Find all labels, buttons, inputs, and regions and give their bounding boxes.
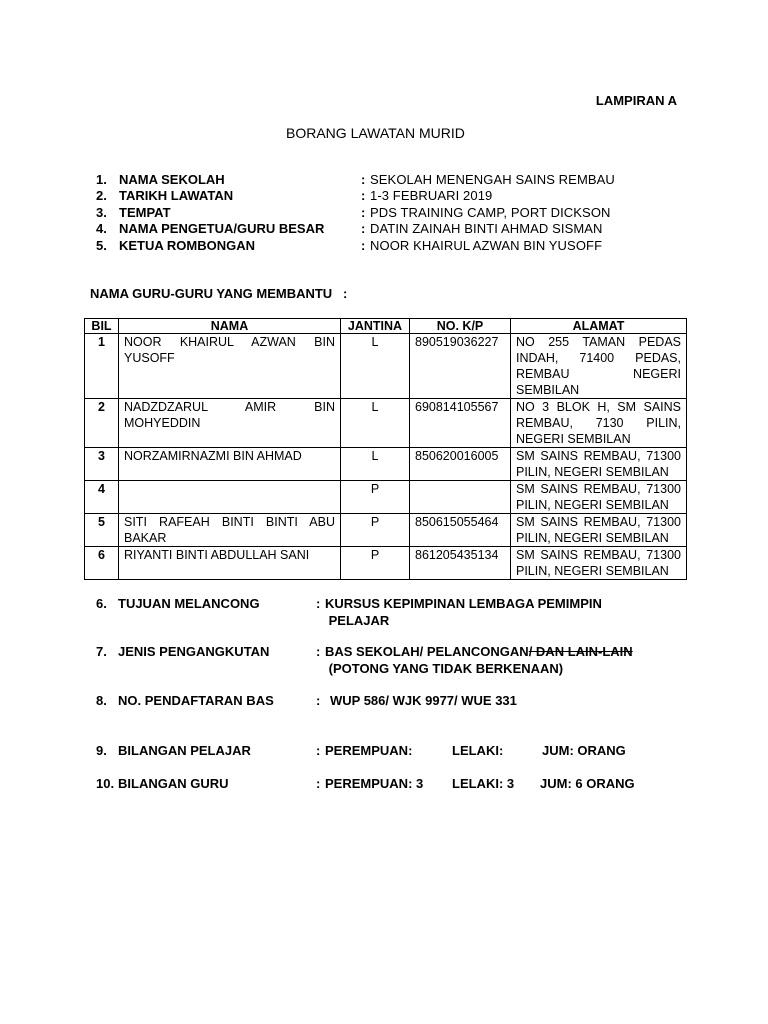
section-number: 6. — [96, 596, 107, 611]
info-label: TARIKH LAWATAN — [119, 188, 234, 203]
section-label: BILANGAN GURU — [118, 776, 229, 791]
cell-jantina: P — [341, 514, 410, 547]
table-header-row — [85, 319, 687, 334]
jumlah-count: JUM: ORANG — [542, 743, 626, 758]
section-value: WUP 586/ WJK 9977/ WUE 331 — [330, 693, 517, 708]
cell-alamat: SM SAINS REMBAU, 71300 PILIN, NEGERI SEMBILAN — [511, 448, 687, 481]
cell-kp: 850615055464 — [410, 514, 511, 547]
cell-alamat: NO 255 TAMAN PEDAS INDAH, 71400 PEDAS, REMBAU NEGERI SEMBILAN — [511, 334, 687, 399]
section-label: BILANGAN PELAJAR — [118, 743, 251, 758]
perempuan-count: PEREMPUAN: 3 — [325, 776, 424, 791]
section-value — [325, 644, 633, 659]
col-header-bil: BIL — [85, 319, 119, 334]
table-row — [85, 334, 687, 399]
section-number: 8. — [96, 693, 107, 708]
info-number: 1. — [96, 172, 107, 187]
transport-option: BAS SEKOLAH/ PELANCONGAN — [325, 644, 529, 659]
cell-alamat: NO 3 BLOK H, SM SAINS REMBAU, 7130 PILIN, NEGERI SEMBILAN — [511, 399, 687, 448]
col-header-nama: NAMA — [119, 319, 341, 334]
form-title: BORANG LAWATAN MURID — [286, 125, 465, 141]
cell-jantina: L — [341, 334, 410, 399]
section-instruction: (POTONG YANG TIDAK BERKENAAN) — [328, 661, 564, 676]
cell-bil: 5 — [85, 514, 119, 547]
section-colon: : — [316, 743, 321, 758]
cell-nama: RIYANTI BINTI ABDULLAH SANI — [119, 547, 341, 580]
table-row — [85, 547, 687, 580]
lelaki-count: LELAKI: 3 — [452, 776, 515, 791]
cell-kp: 861205435134 — [410, 547, 511, 580]
section-colon: : — [316, 596, 321, 611]
section-colon: : — [316, 776, 321, 791]
cell-bil: 3 — [85, 448, 119, 481]
section-colon: : — [316, 644, 321, 659]
info-row-ketua-rombongan — [96, 238, 696, 255]
table-row — [85, 399, 687, 448]
cell-nama: NORZAMIRNAZMI BIN AHMAD — [119, 448, 341, 481]
jumlah-count: JUM: 6 ORANG — [540, 776, 635, 791]
cell-alamat: SM SAINS REMBAU, 71300 PILIN, NEGERI SEMBILAN — [511, 547, 687, 580]
info-value: DATIN ZAINAH BINTI AHMAD SISMAN — [370, 221, 603, 236]
cell-nama — [119, 481, 341, 514]
cell-bil: 2 — [85, 399, 119, 448]
col-header-kp: NO. K/P — [410, 319, 511, 334]
col-header-jantina: JANTINA — [341, 319, 410, 334]
info-value: 1-3 FEBRUARI 2019 — [370, 188, 493, 203]
helpers-table — [84, 318, 687, 580]
section-number: 9. — [96, 743, 107, 758]
section-label: TUJUAN MELANCONG — [118, 596, 260, 611]
cell-bil: 1 — [85, 334, 119, 399]
cell-kp: 690814105567 — [410, 399, 511, 448]
section-value-continued: PELAJAR — [328, 613, 390, 628]
info-label: TEMPAT — [119, 205, 171, 220]
col-header-alamat: ALAMAT — [511, 319, 687, 334]
info-value: PDS TRAINING CAMP, PORT DICKSON — [370, 205, 611, 220]
struck-transport-option: / DAN LAIN-LAIN — [528, 644, 633, 659]
cell-jantina: L — [341, 448, 410, 481]
info-label: NAMA SEKOLAH — [119, 172, 225, 187]
cell-kp: 850620016005 — [410, 448, 511, 481]
table-row — [85, 448, 687, 481]
info-value: SEKOLAH MENENGAH SAINS REMBAU — [370, 172, 615, 187]
section-number: 10. — [96, 776, 115, 791]
cell-jantina: L — [341, 399, 410, 448]
info-row-tempat — [96, 205, 696, 222]
cell-kp: 890519036227 — [410, 334, 511, 399]
section-colon: : — [316, 693, 321, 708]
section-label: JENIS PENGANGKUTAN — [118, 644, 270, 659]
cell-jantina: P — [341, 481, 410, 514]
table-row — [85, 514, 687, 547]
info-row-nama-sekolah — [96, 172, 696, 189]
info-label: KETUA ROMBONGAN — [119, 238, 256, 253]
section-number: 7. — [96, 644, 107, 659]
section-value: KURSUS KEPIMPINAN LEMBAGA PEMIMPIN — [325, 596, 602, 611]
cell-nama: NADZDZARUL AMIR BIN MOHYEDDIN — [119, 399, 341, 448]
cell-nama: NOOR KHAIRUL AZWAN BIN YUSOFF — [119, 334, 341, 399]
cell-alamat: SM SAINS REMBAU, 71300 PILIN, NEGERI SEMBILAN — [511, 514, 687, 547]
info-label: NAMA PENGETUA/GURU BESAR — [119, 221, 325, 236]
section-value-line2 — [325, 613, 389, 628]
cell-nama: SITI RAFEAH BINTI BINTI ABU BAKAR — [119, 514, 341, 547]
info-number: 5. — [96, 238, 107, 253]
info-row-tarikh-lawatan — [96, 188, 696, 205]
perempuan-count: PEREMPUAN: — [325, 743, 413, 758]
section-label: NO. PENDAFTARAN BAS — [118, 693, 274, 708]
info-colon: : — [361, 188, 366, 203]
lampiran-label: LAMPIRAN A — [595, 93, 677, 108]
info-number: 4. — [96, 221, 107, 236]
info-colon: : — [361, 238, 366, 253]
cell-alamat: SM SAINS REMBAU, 71300 PILIN, NEGERI SEMBILAN — [511, 481, 687, 514]
cell-kp — [410, 481, 511, 514]
info-number: 2. — [96, 188, 107, 203]
info-colon: : — [361, 221, 366, 236]
cell-jantina: P — [341, 547, 410, 580]
info-colon: : — [361, 205, 366, 220]
section-value-line2 — [325, 661, 563, 676]
lelaki-count: LELAKI: — [452, 743, 504, 758]
info-colon: : — [361, 172, 366, 187]
table-row — [85, 481, 687, 514]
cell-bil: 4 — [85, 481, 119, 514]
helpers-label: NAMA GURU-GURU YANG MEMBANTU : — [90, 286, 348, 301]
cell-bil: 6 — [85, 547, 119, 580]
info-number: 3. — [96, 205, 107, 220]
info-row-pengetua — [96, 221, 696, 238]
info-value: NOOR KHAIRUL AZWAN BIN YUSOFF — [370, 238, 603, 253]
